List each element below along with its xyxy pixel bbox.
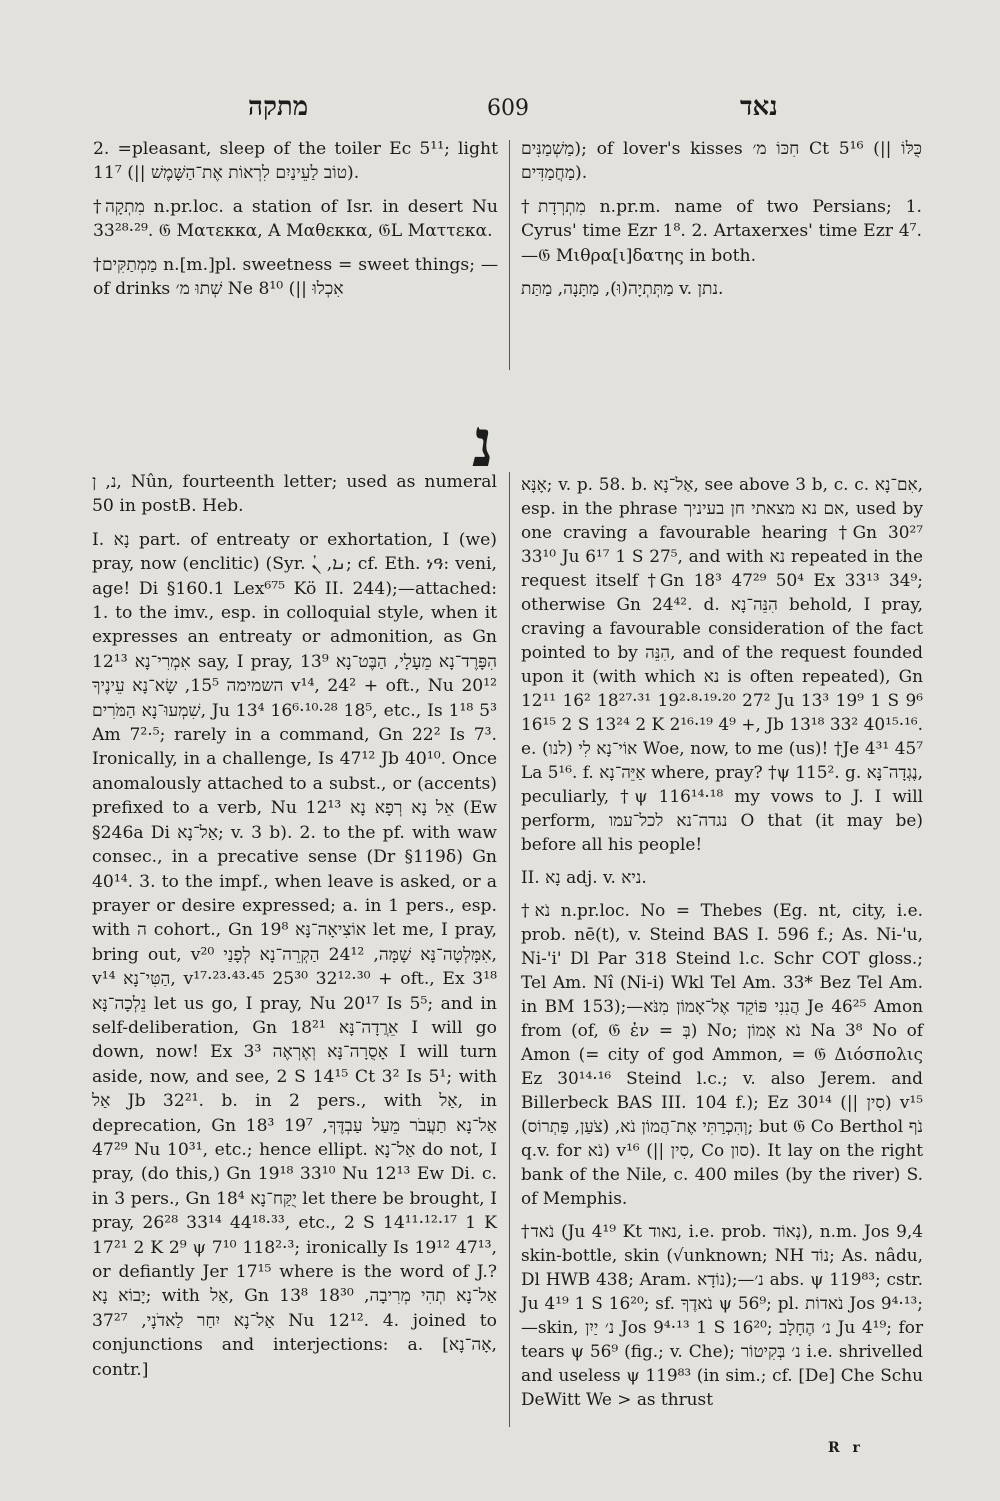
entry-paragraph: †מִתְקָה n.pr.loc. a station of Isr. in desert Nu 33²⁸·²⁹. 𝔊 Ματεκκα, Α Μαθεκκα, 𝔊L Ματτεκα. bbox=[93, 196, 498, 242]
bottom-left-column bbox=[92, 470, 497, 1382]
top-column-divider bbox=[509, 140, 510, 370]
running-head-right: נאד bbox=[740, 92, 778, 122]
page-number: 609 bbox=[487, 96, 529, 121]
entry-paragraph: מַשְׁמַנִּים); of lover's kisses חִכּוֹ מ׳ Ct 5¹⁶ (|| כֻּלּוֹ מַחֲמַדִּים). bbox=[521, 139, 923, 184]
entry-paragraph: מַתְּתְיָה(וּ), מַתָּנָה, מַתַּת v. נתן. bbox=[521, 279, 724, 300]
entry-paragraph: נ, ן, Nûn, fourteenth letter; used as numeral 50 in postB. Heb. bbox=[92, 472, 497, 517]
entry-paragraph: †נֹאד (Ju 4¹⁹ Kt נאוד, i.e. prob. נְאוֹד), n.m. Jos 9,4 skin-bottle, skin (√unknown; NH נוֹד; As. nâdu, Dl HWB 438; Aram. נוֹדָא);—נ׳ abs. ψ 119⁸³; cstr. Ju 4¹⁹ 1 S 16²⁰; sf. נֹאדֶךָ ψ 56⁹; pl. נֹאדוֹת Jos 9⁴·¹³;—skin, נ׳ יַיִן Jos 9⁴·¹³ 1 S 16²⁰; נ׳ הֶחָלָב Ju 4¹⁹; for tears ψ 56⁹ (fig.; v. Che); נ׳ בְּקִיטוֹר i.e. shrivelled and useless ψ 119⁸³ (in sim.; cf. [De] Che Schu DeWitt We > as thrust bbox=[521, 1221, 924, 1409]
entry-paragraph: אָנָּא; v. p. 58. b. אַל־נָא, see above 3 b, c. c. אִם־נָא, esp. in the phrase אם נא מצאתי חן בעיניך, used by one craving a favourable hearing †Gn 30²⁷ 33¹⁰ Ju 6¹⁷ 1 S 27⁵, and with נא repeated in the request itself †Gn 18³ 47²⁹ 50⁴ Ex 33¹³ 34⁹; otherwise Gn 24⁴². d. הִנֵּה־נָא behold, I pray, craving a favourable consideration of the fact pointed to by הִנֵּה, and of the request founded upon it (with which נא is often repeated), Gn 12¹¹ 16² 18²⁷·³¹ 19²·⁸·¹⁹·²⁰ 27² Ju 13³ 19⁹ 1 S 9⁶ 16¹⁵ 2 S 13²⁴ 2 K 2¹⁶·¹⁹ 4⁹ +, Jb 13¹⁸ 33² 40¹⁵·¹⁶. e. אוֹי־נָא לִי (לנו) Woe, now, to me (us)! †Je 4³¹ 45⁷ La 5¹⁶. f. אַיֵּה־נָא where, pray? †ψ 115². g. נֶגְדָה־נָּא, peculiarly, †ψ 116¹⁴·¹⁸ my vows to J. I will perform, נגדה־נא לכל־עמו O that (it may be) before all his people! bbox=[521, 474, 924, 854]
bottom-column-divider bbox=[509, 472, 510, 1427]
top-left-column bbox=[93, 137, 498, 301]
section-letter: נ bbox=[472, 404, 494, 482]
entry-paragraph: †נֹא n.pr.loc. No = Thebes (Eg. nt, city, i.e. prob. nē(t), v. Steind BAS I. 596 f.; As. Ni-'u, Ni-'i' Dl Par 318 Steind l.c. Schr COT gloss.; Tel Am. Nî (Ni-i) Wkl Tel Am. 33* Bez Tel Am. in BM 153);—הֲנִנִי פּוֹקֵד אֶל־אָמוֹן מִנֹּא Je 46²⁵ Amon from (of, 𝔊 ἐν = בְּ) No; נֹא אָמוֹן Na 3⁸ No of Amon (= city of god Ammon, = 𝔊 Διόσπολις Ez 30¹⁴·¹⁶ Steind l.c.; v. also Jerem. and Billerbeck BAS III. 104 f.); Ez 30¹⁴ (|| סִין) v¹⁵ וְהִכְרַתִּי אֶת־הֲמוֹן נֹא, (צֹעַן, פַּתְרוֹס); but 𝔊 Co Berthol נֹף q.v. for נֹא) v¹⁶ (|| סִין, Co סון). It lay on the right bank of the Nile, c. 400 miles (by the river) S. of Memphis. bbox=[521, 900, 923, 1208]
entry-paragraph: I. נָא part. of entreaty or exhortation, I (we) pray, now (enclitic) (Syr. ܢܐ, ܢܳ; cf. Eth. ነዓ: veni, age! Di §160.1 Lex⁶⁷⁵ Kö II. 244);—attached: 1. to the imv., esp. in colloquial style, when it expresses an entreaty or admonition, as Gn 12¹³ אִמְרִי־נָא say, I pray, 13⁹ הִפָּרֶד־נָא מֵעָלָי, הַבֶּט־נָא השמימה 15⁵, שָׂא־נָא עֵינֶיךָ v¹⁴, 24² + oft., Nu 20¹² שִׁמְעוּ־נָא הַמֹּרִים, Ju 13⁴ 16⁶·¹⁰·²⁸ 18⁵, etc., Is 1¹⁸ 5³ Am 7²·⁵; rarely in a command, Gn 22² Is 7³. Ironically, in a challenge, Is 47¹² Jb 40¹⁰. Once anomalously attached to a subst., or (accents) prefixed to a verb, Nu 12¹³ אֵל נָא רְפָא נָא (Ew §246a Di אַל־נָא; v. 3 b). 2. to the pf. with waw consec., in a precative sense (Dr §119δ) Gn 40¹⁴. 3. to the impf., when leave is asked, or a prayer or desire expressed; a. in 1 pers., esp. with ה cohort., Gn 19⁸ אוֹצִיאָה־נָּא let me, I pray, bring out, v²⁰ אִמָּלְטָה־נָּא שָׁמָּה, 24¹² הַקְרֵה־נָא לְפָנַי, v¹⁴ הַטִּי־נָא, v¹⁷·²³·⁴³·⁴⁵ 25³⁰ 32¹²·³⁰ + oft., Ex 3¹⁸ נֵלְכָה־נָּא let us go, I pray, Nu 20¹⁷ Is 5⁵; and in self-deliberation, Gn 18²¹ אֵרֲדָה־נָּא I will go down, now! Ex 3³ אָסֻרָה־נָּא וְאֶרְאֶה I will turn aside, now, and see, 2 S 14¹⁵ Ct 3² Is 5¹; with אַל Jb 32²¹. b. in 2 pers., with אַל, in deprecation, Gn 18³ אַל־נָא תַעֲבֹר מֵעַל עַבְדֶּךָ, 19⁷ 47²⁹ Nu 10³¹, etc.; hence ellipt. אַל־נָא do not, I pray, (do this,) Gn 19¹⁸ 33¹⁰ Nu 12¹³ Ew Di. c. in 3 pers., Gn 18⁴ יֻקַּח־נָא let there be brought, I pray, 26²⁸ 33¹⁴ 44¹⁸·³³, etc., 2 S 14¹¹·¹²·¹⁷ 1 K 17²¹ 2 K 2⁹ ψ 7¹⁰ 118²·³; ironically Is 19¹² 47¹³, or defiantly Jer 17¹⁵ where is the word of J.? יָבוֹא נָא; with אַל, Gn 13⁸ אַל־נָא תְהִי מְרִיבָה, 18³⁰ אַל־נָא יִחַר לַאדֹנָי, 37²⁷ Nu 12¹². 4. joined to conjunctions and interjections: a. [אָה־נָא, contr.] bbox=[92, 529, 497, 1380]
entry-paragraph: 2. =pleasant, sleep of the toiler Ec 5¹¹; light 11⁷ (|| טוֹב לַעֵינַיִם לִרְאוֹת אֶת־הַשָּׁמֶשׁ). bbox=[93, 139, 498, 184]
top-right-column bbox=[521, 137, 922, 301]
signature-mark: R r bbox=[828, 1440, 864, 1456]
entry-paragraph: †מַמְתַקִּים n.[m.]pl. sweetness = sweet things; — of drinks שְׁתוּ מ׳ Ne 8¹⁰ (|| אִכְלוּ bbox=[93, 254, 499, 300]
entry-paragraph: II. נָא adj. v. ניא. bbox=[521, 867, 647, 887]
bottom-right-column bbox=[521, 472, 923, 1411]
entry-paragraph: †מִתְרְדָת n.pr.m. name of two Persians; 1. Cyrus' time Ezr 1⁸. 2. Artaxerxes' time Ezr 4⁷.—𝔊 Μιθρα[ι]δατης in both. bbox=[521, 196, 922, 266]
running-head-left: מתקה bbox=[248, 92, 309, 122]
